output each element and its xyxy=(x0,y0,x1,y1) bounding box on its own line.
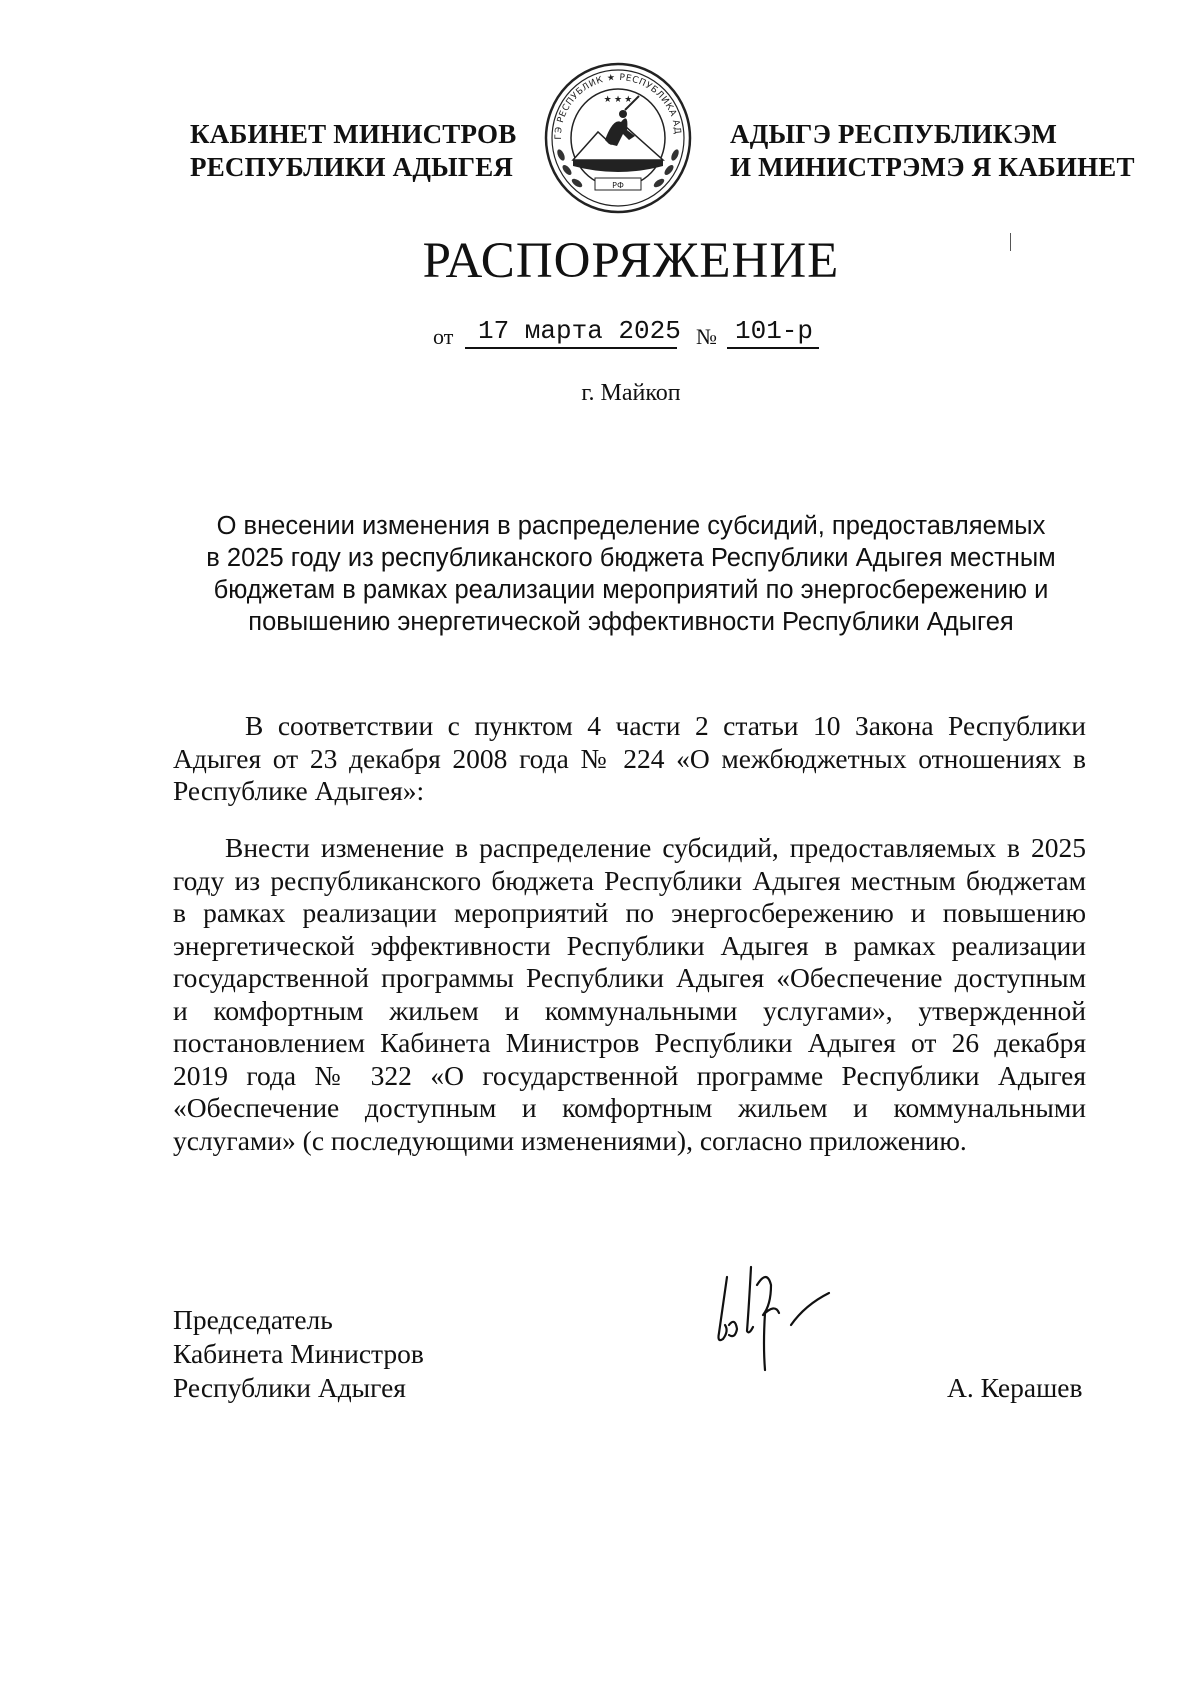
paragraph-line: постановлением Кабинета Министров Республики Адыгея от 26 декабря xyxy=(173,1027,1086,1058)
document-title: РАСПОРЯЖЕНИЕ xyxy=(422,233,840,289)
number-prefix: № xyxy=(696,324,717,349)
paragraph-line: государственной программы Республики Адыгея «Обеспечение доступным xyxy=(173,962,1086,993)
paragraph-line: услугами» (с последующими изменениями), согласно приложению. xyxy=(173,1124,967,1156)
scan-mark xyxy=(1010,233,1011,251)
svg-text:АДЫГЭ РЕСПУБЛИК ★ РЕСПУБЛИКА А: ГЭ РЕСПУБЛИК ★ РЕСПУБЛИКА АД xyxy=(553,72,683,140)
issuer-adyghe-line-2: И МИНИСТРЭМЭ Я КАБИНЕТ xyxy=(730,152,1135,182)
svg-text:РФ: РФ xyxy=(612,181,624,190)
coat-of-arms-icon xyxy=(543,60,693,215)
number-underline xyxy=(727,347,819,349)
paragraph-line: «Обеспечение доступным и комфортным жильем и коммунальными xyxy=(173,1092,1086,1123)
issuer-name-adyghe xyxy=(730,118,1135,184)
paragraph-line: Республике Адыгея»: xyxy=(173,775,425,806)
subject-line: повышению энергетической эффективности Республики Адыгея xyxy=(248,608,1014,636)
preamble-paragraph xyxy=(173,710,1086,808)
paragraph-line: в рамках реализации мероприятий по энергосбережению и повышению xyxy=(173,897,1086,928)
signatory-name: А. Керашев xyxy=(947,1372,1083,1403)
issuer-line-2: РЕСПУБЛИКИ АДЫГЕЯ xyxy=(190,152,514,182)
position-line: Республики Адыгея xyxy=(173,1372,406,1403)
paragraph-line: 2019 года № 322 «О государственной программе Республики Адыгея xyxy=(173,1059,1086,1091)
signatory-position xyxy=(173,1303,424,1405)
svg-text:★ ★ ★: ★ ★ ★ xyxy=(603,94,633,104)
document-city: г. Майкоп xyxy=(581,380,681,406)
paragraph-line: Внести изменение в распределение субсидий, предоставляемых в 2025 xyxy=(225,832,1086,863)
subject-line: в 2025 году из республиканского бюджета Республики Адыгея местным xyxy=(206,544,1056,572)
date-underline xyxy=(465,347,677,349)
subject-line: бюджетам в рамках реализации мероприятий по энергосбережению и xyxy=(213,576,1049,604)
date-number-row xyxy=(433,312,853,352)
paragraph-line: и комфортным жильем и коммунальными услугами», утвержденной xyxy=(173,994,1086,1026)
date-prefix: от xyxy=(433,324,454,349)
operative-paragraph xyxy=(173,832,1086,1157)
paragraph-line: энергетической эффективности Республики Адыгея в рамках реализации xyxy=(173,929,1086,961)
paragraph-line: Адыгея от 23 декабря 2008 года № 224 «О межбюджетных отношениях в xyxy=(173,742,1086,774)
handwritten-signature-icon xyxy=(705,1255,845,1375)
document-date: 17 марта 2025 xyxy=(478,316,681,346)
position-line: Кабинета Министров xyxy=(173,1338,424,1369)
paragraph-line: В соответствии с пунктом 4 части 2 статьи 10 Закона Республики xyxy=(245,710,1086,741)
subject-line: О внесении изменения в распределение субсидий, предоставляемых xyxy=(216,512,1046,540)
issuer-name-russian xyxy=(190,118,516,184)
document-subject xyxy=(160,510,1102,638)
issuer-adyghe-line-1: АДЫГЭ РЕСПУБЛИКЭМ xyxy=(730,119,1058,149)
issuer-line-1: КАБИНЕТ МИНИСТРОВ xyxy=(190,119,517,149)
document-number: 101-р xyxy=(735,316,814,346)
paragraph-line: году из республиканского бюджета Республики Адыгея местным бюджетам xyxy=(173,864,1086,896)
position-line: Председатель xyxy=(173,1304,333,1335)
